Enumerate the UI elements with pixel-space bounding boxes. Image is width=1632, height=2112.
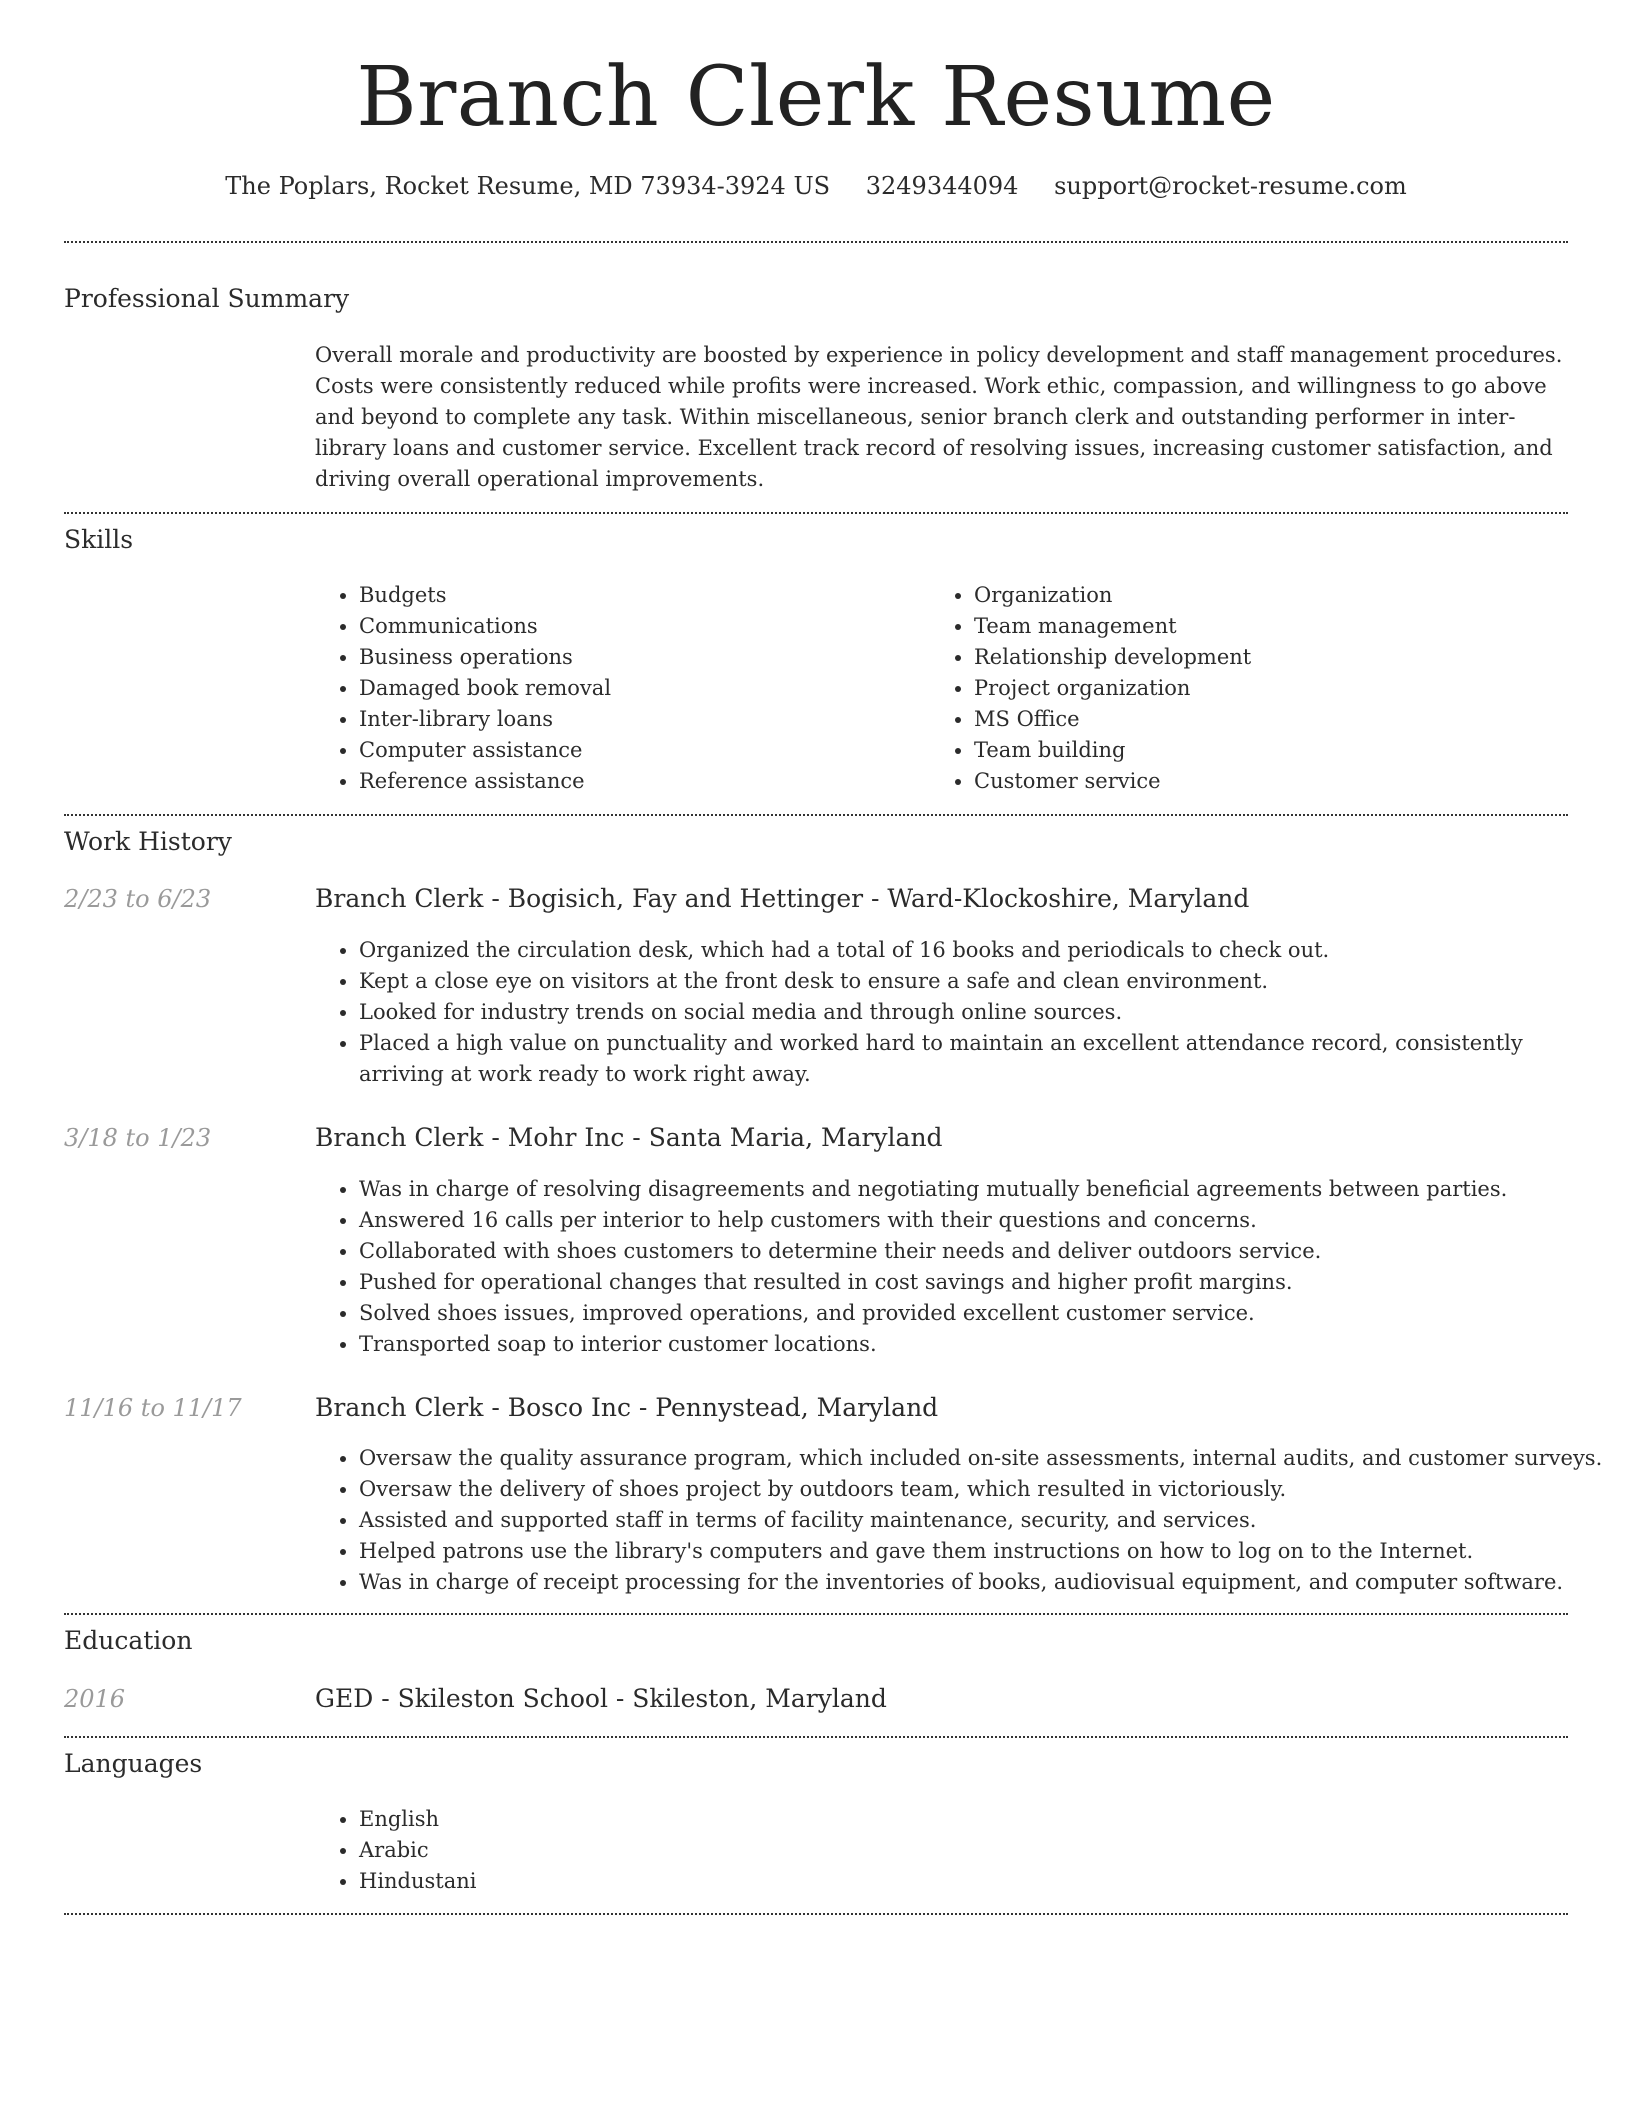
list-item: • Collaborated with shoes customers to determine their needs and deliver outdoors service. [359, 1236, 1614, 1267]
list-item: • MS Office [974, 704, 1574, 735]
list-item: • Placed a high value on punctuality and worked hard to maintain an excellent attendance record, consistently arriving at work ready to work right away. [359, 1028, 1614, 1090]
contact-address: The Poplars, Rocket Resume, MD 73934-3924 US [225, 172, 831, 200]
skills-heading: Skills [64, 525, 134, 554]
list-item: • Was in charge of receipt processing for the inventories of books, audiovisual equipment, and computer software. [359, 1567, 1614, 1598]
job-title: Branch Clerk - Mohr Inc - Santa Maria, Maryland [315, 1123, 943, 1152]
list-item: • Kept a close eye on visitors at the front desk to ensure a safe and clean environment. [359, 966, 1614, 997]
list-item: • Reference assistance [359, 766, 919, 797]
education-heading: Education [64, 1626, 193, 1655]
list-item: • Inter-library loans [359, 704, 919, 735]
work-heading: Work History [64, 827, 232, 856]
job-bullets [315, 1174, 1614, 1360]
list-item: • Computer assistance [359, 735, 919, 766]
summary-heading: Professional Summary [64, 284, 350, 313]
list-item: • Helped patrons use the library's computers and gave them instructions on how to log on to the Internet. [359, 1536, 1614, 1567]
list-item: • Damaged book removal [359, 673, 919, 704]
languages-list [315, 1804, 959, 1897]
list-item: • Oversaw the delivery of shoes project by outdoors team, which resulted in victoriously. [359, 1474, 1614, 1505]
list-item: • Relationship development [974, 642, 1574, 673]
list-item: • Assisted and supported staff in terms of facility maintenance, security, and services. [359, 1505, 1614, 1536]
list-item: • Budgets [359, 580, 919, 611]
job-dates: 2/23 to 6/23 [64, 885, 212, 913]
job-title: Branch Clerk - Bogisich, Fay and Hettinger - Ward-Klockoshire, Maryland [315, 884, 1250, 913]
summary-text: Overall morale and productivity are boosted by experience in policy development and staff management procedures. Costs were consistently reduced while profits were increased. Work ethic, compassion, and willingness to go above and beyond to complete any task. Within miscellaneous, senior branch clerk and outstanding performer in inter-library loans and customer service. Excellent track record of resolving issues, increasing customer satisfaction, and driving overall operational improvements. [315, 343, 1563, 491]
list-item: • English [359, 1804, 959, 1835]
section-divider [64, 1736, 1568, 1738]
section-divider [64, 512, 1568, 514]
list-item: • Team building [974, 735, 1574, 766]
job-title: Branch Clerk - Bosco Inc - Pennystead, Maryland [315, 1393, 939, 1422]
list-item: • Looked for industry trends on social media and through online sources. [359, 997, 1614, 1028]
list-item: • Arabic [359, 1835, 959, 1866]
list-item: • Transported soap to interior customer locations. [359, 1329, 1614, 1360]
list-item: • Pushed for operational changes that resulted in cost savings and higher profit margins. [359, 1267, 1614, 1298]
list-item: • Solved shoes issues, improved operations, and provided excellent customer service. [359, 1298, 1614, 1329]
list-item: • Organized the circulation desk, which had a total of 16 books and periodicals to check out. [359, 935, 1614, 966]
contact-line [0, 172, 1632, 200]
contact-phone: 3249344094 [865, 172, 1019, 200]
list-item: • Answered 16 calls per interior to help customers with their questions and concerns. [359, 1205, 1614, 1236]
education-entry: GED - Skileston School - Skileston, Maryland [315, 1684, 887, 1713]
job-dates: 3/18 to 1/23 [64, 1124, 212, 1152]
education-date: 2016 [64, 1685, 126, 1713]
languages-heading: Languages [64, 1749, 203, 1778]
list-item: • Communications [359, 611, 919, 642]
job-dates: 11/16 to 11/17 [64, 1394, 242, 1422]
list-item: • Business operations [359, 642, 919, 673]
section-divider [64, 1913, 1568, 1915]
list-item: • Was in charge of resolving disagreements and negotiating mutually beneficial agreements between parties. [359, 1174, 1614, 1205]
section-divider [64, 1613, 1568, 1615]
list-item: • Project organization [974, 673, 1574, 704]
skills-list-right [930, 580, 1574, 797]
section-divider [64, 241, 1568, 243]
job-bullets [315, 935, 1614, 1090]
list-item: • Hindustani [359, 1866, 959, 1897]
job-bullets [315, 1443, 1614, 1598]
list-item: • Oversaw the quality assurance program, which included on-site assessments, internal audits, and customer surveys. [359, 1443, 1614, 1474]
skills-list-left [315, 580, 919, 797]
contact-email: support@rocket-resume.com [1054, 172, 1407, 200]
list-item: • Organization [974, 580, 1574, 611]
list-item: • Customer service [974, 766, 1574, 797]
list-item: • Team management [974, 611, 1574, 642]
section-divider [64, 814, 1568, 816]
resume-title: Branch Clerk Resume [356, 50, 1276, 145]
